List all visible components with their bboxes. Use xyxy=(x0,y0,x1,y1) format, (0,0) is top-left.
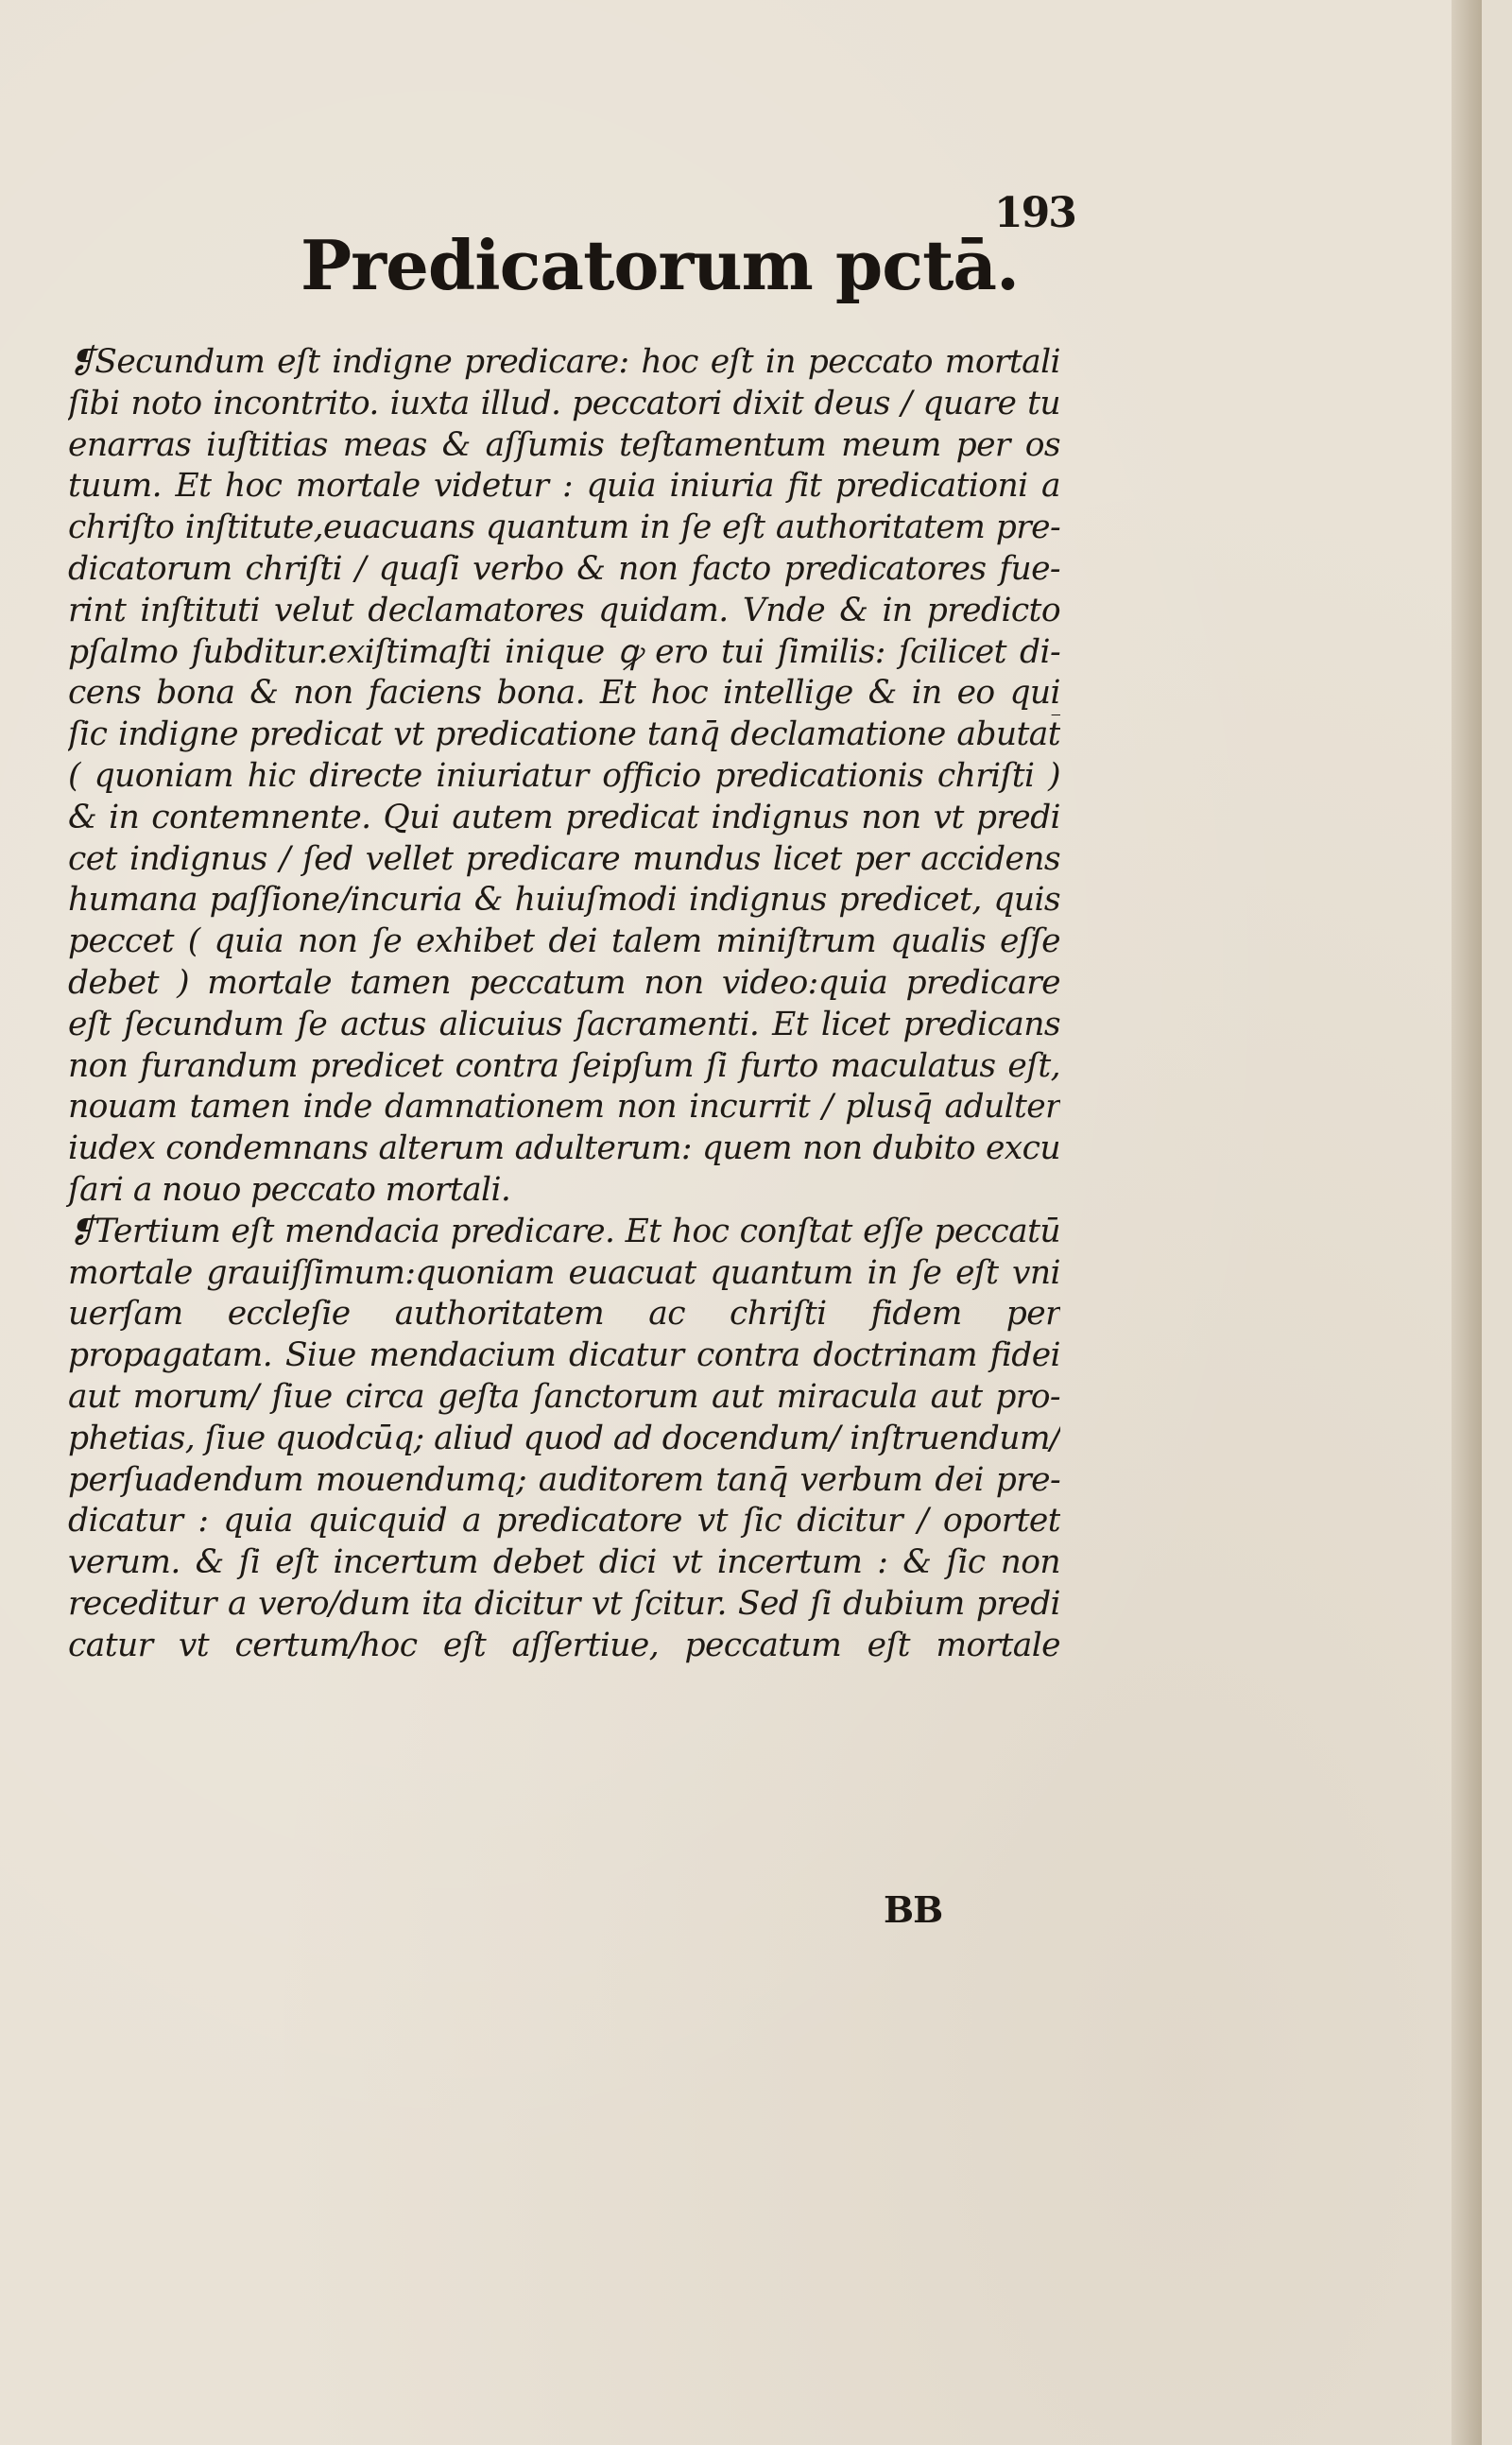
text-line: catur vt certum/hoc eſt aſſertiue, peccatum eſt mortale xyxy=(68,1626,1060,1664)
text-line: phetias, ſiue quodcūq; aliud quod ad docendum/ inſtruendum/ xyxy=(68,1419,1060,1457)
text-line: cet indignus / ſed vellet predicare mundus licet per accidens xyxy=(68,839,1060,878)
text-line: ❡Tertium eſt mendacia predicare. Et hoc conſtat eſſe peccatū xyxy=(68,1212,1060,1250)
text-line: peccet ( quia non ſe exhibet dei talem miniſtrum qualis eſſe xyxy=(68,922,1060,961)
text-line: dicatorum chriſti / quaſi verbo & non facto predicatores fue- xyxy=(68,549,1060,588)
text-line: eſt ſecundum ſe actus alicuius ſacramenti. Et licet predicans xyxy=(68,1005,1060,1043)
text-line: uerſam eccleſie authoritatem ac chriſti fidem per xyxy=(68,1295,1060,1334)
text-line: iudex condemnans alterum adulterum: quem non dubito excu xyxy=(68,1129,1060,1168)
text-line: receditur a vero/dum ita dicitur vt ſcitur. Sed ſi dubium predi xyxy=(68,1584,1060,1623)
text-line: ❡Secundum eſt indigne predicare: hoc eſt in peccato mortali xyxy=(68,343,1060,381)
text-line: chriſto inſtitute,euacuans quantum in ſe eſt authoritatem pre- xyxy=(68,508,1060,547)
text-line: tuum. Et hoc mortale videtur : quia iniuria fit predicationi a xyxy=(68,467,1060,506)
page-edge xyxy=(1452,0,1482,2445)
body-text xyxy=(68,342,1060,1667)
text-line: dicatur : quia quicquid a predicatore vt ſic dicitur / oportet xyxy=(68,1502,1060,1541)
text-line: ſibi noto incontrito. iuxta illud. peccatori dixit deus / quare tu xyxy=(68,384,1060,422)
text-line: ſari a nouo peccato mortali. xyxy=(68,1170,511,1209)
text-line: propagatam. Siue mendacium dicatur contra doctrinam fidei xyxy=(68,1336,1060,1375)
text-line: pſalmo ſubditur.exiſtimaſti inique ꝙ ero tui ſimilis: ſcilicet di- xyxy=(68,632,1060,671)
text-line: debet ) mortale tamen peccatum non video:quia predicare xyxy=(68,963,1060,1002)
text-line: enarras iuſtitias meas & aſſumis teſtamentum meum per os xyxy=(68,425,1060,464)
text-line: ſic indigne predicat vt predicatione tanq̄ declamatione abutat̄ xyxy=(68,715,1060,754)
text-line: non furandum predicet contra ſeipſum ſi furto maculatus eſt, xyxy=(68,1046,1060,1085)
text-line: cens bona & non faciens bona. Et hoc intellige & in eo qui xyxy=(68,674,1060,713)
text-line: & in contemnente. Qui autem predicat indignus non vt predi xyxy=(68,798,1060,836)
text-line: rint inſtituti velut declamatores quidam. Vnde & in predicto xyxy=(68,591,1060,629)
text-line: perſuadendum mouendumq; auditorem tanq̄ verbum dei pre- xyxy=(68,1460,1060,1499)
text-line: humana paſſione/incuria & huiuſmodi indignus predicet, quis xyxy=(68,881,1060,920)
text-line: mortale grauiſſimum:quoniam euacuat quantum in ſe eſt vni xyxy=(68,1253,1060,1292)
text-line: ( quoniam hic directe iniuriatur officio predicationis chriſti ) xyxy=(68,756,1060,795)
running-header: Predicatorum pctā. xyxy=(301,225,1020,305)
folio-number: 193 xyxy=(994,189,1075,237)
signature-mark: BB xyxy=(884,1888,943,1931)
text-line: nouam tamen inde damnationem non incurrit / plusq̄ adulter xyxy=(68,1088,1060,1127)
text-line: aut morum/ ſiue circa geſta ſanctorum aut miracula aut pro- xyxy=(68,1377,1060,1416)
text-line: verum. & ſi eſt incertum debet dici vt incertum : & ſic non xyxy=(68,1543,1060,1582)
